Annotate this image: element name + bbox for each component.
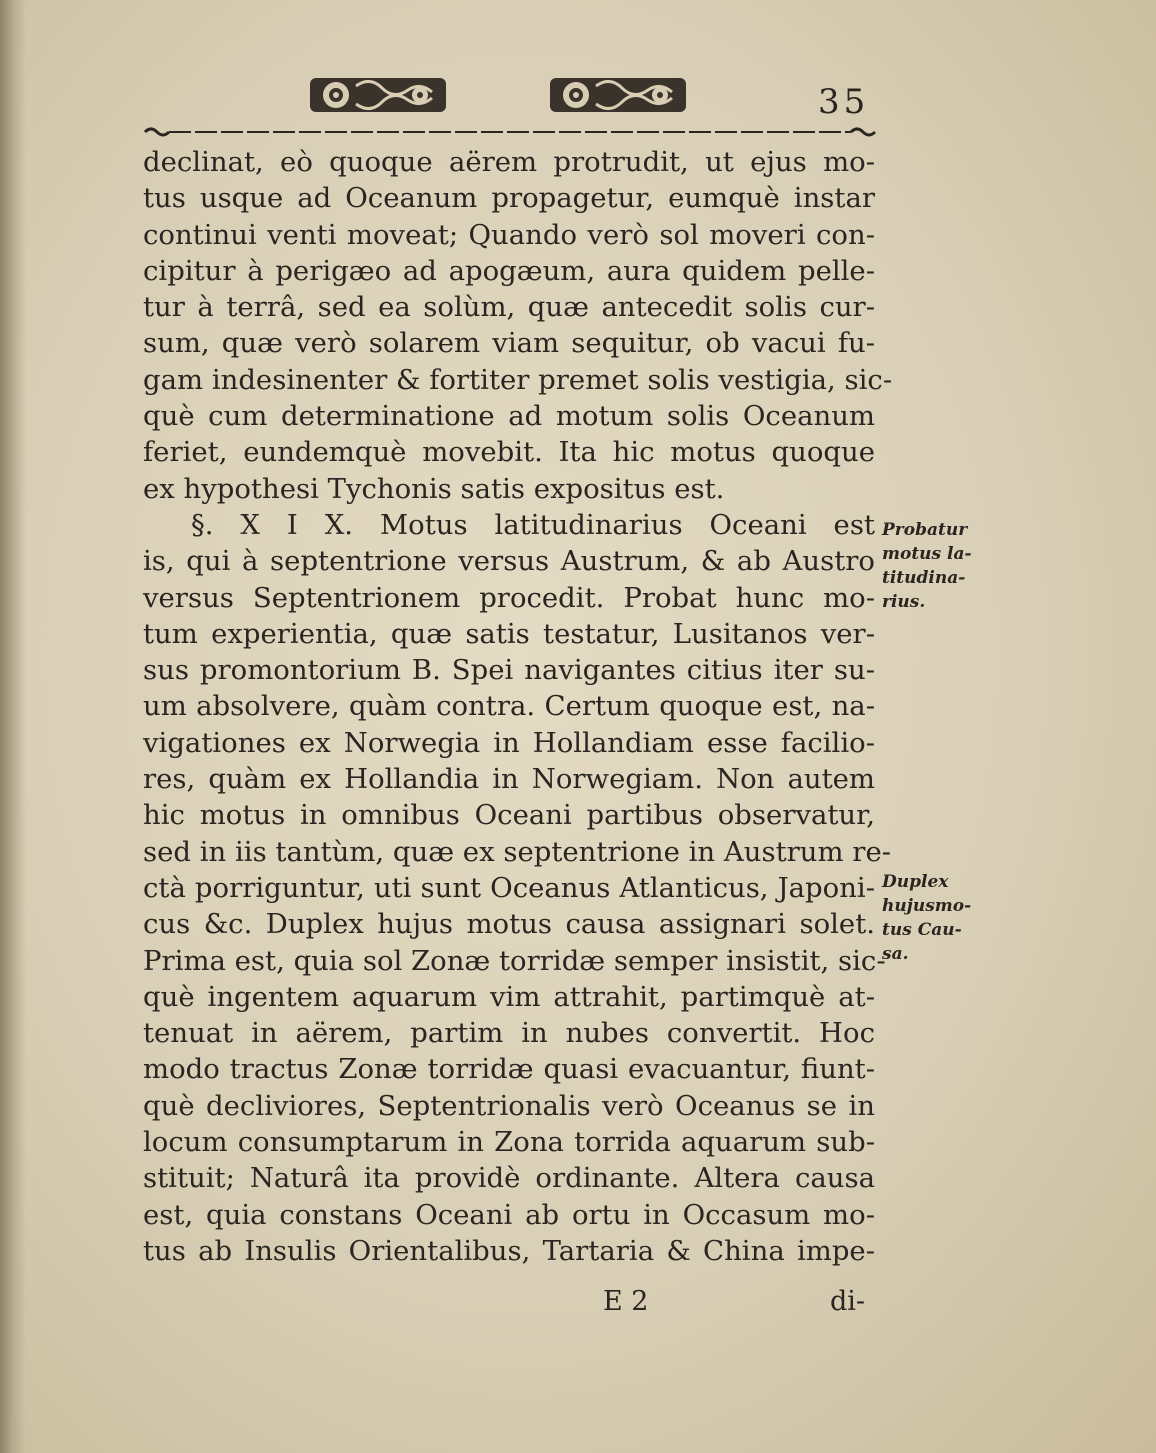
- text-line: tus usque ad Oceanum propagetur, eumquè instar: [143, 182, 875, 215]
- marginal-line: motus la-: [882, 544, 972, 564]
- text-line: ex hypothesi Tychonis satis expositus est.: [143, 472, 725, 505]
- page-number: 35: [818, 82, 870, 122]
- text-line: locum consumptarum in Zona torrida aquarum sub-: [143, 1126, 875, 1159]
- text-line: sus promontorium B. Spei navigantes citius iter su-: [143, 654, 875, 687]
- header-rule: [143, 124, 877, 140]
- signature-mark: E 2: [603, 1286, 649, 1317]
- text-line: tus ab Insulis Orientalibus, Tartaria & China impe-: [143, 1234, 875, 1267]
- marginal-line: rius.: [882, 592, 926, 612]
- text-line: vigationes ex Norwegia in Hollandiam esse facilio-: [143, 726, 875, 759]
- text-line: ctà porriguntur, uti sunt Oceanus Atlanticus, Japoni-: [143, 871, 875, 904]
- text-line: què decliviores, Septentrionalis verò Oceanus se in: [143, 1089, 875, 1122]
- text-line: declinat, eò quoque aërem protrudit, ut ejus mo-: [143, 146, 875, 178]
- left-floral-ornament: [308, 68, 448, 122]
- marginal-line: titudina-: [882, 568, 966, 588]
- marginal-note-duplex: [882, 870, 992, 966]
- text-line: tur à terrâ, sed ea solùm, quæ antecedit solis cur-: [143, 291, 875, 324]
- text-line: tum experientia, quæ satis testatur, Lusitanos ver-: [143, 617, 875, 650]
- footer-row: [143, 1286, 875, 1326]
- marginal-line: Duplex: [882, 872, 949, 892]
- right-floral-ornament: [548, 68, 688, 122]
- text-line: Prima est, quia sol Zonæ torridæ semper insistit, sic-: [143, 944, 886, 977]
- main-text-block: [143, 144, 893, 1269]
- marginal-note-probatur: [882, 518, 992, 614]
- text-line: gam indesinenter & fortiter premet solis vestigia, sic-: [143, 363, 893, 396]
- text-line: um absolvere, quàm contra. Certum quoque est, na-: [143, 690, 875, 723]
- marginal-line: sa.: [882, 944, 909, 964]
- section-heading-line: §. X I X. Motus latitudinarius Oceani est: [191, 508, 875, 541]
- text-line: què cum determinatione ad motum solis Oceanum: [143, 400, 875, 433]
- text-line: feriet, eundemquè movebit. Ita hic motus quoque: [143, 436, 875, 469]
- text-line: stituit; Naturâ ita providè ordinante. Altera causa: [143, 1162, 875, 1195]
- text-line: sed in iis tantùm, quæ ex septentrione in Austrum re-: [143, 835, 892, 868]
- text-line: est, quia constans Oceani ab ortu in Occasum mo-: [143, 1198, 875, 1231]
- text-line: cus &c. Duplex hujus motus causa assignari solet.: [143, 908, 875, 941]
- marginal-line: tus Cau-: [882, 920, 962, 940]
- text-line: res, quàm ex Hollandia in Norwegiam. Non autem: [143, 763, 875, 796]
- text-line: versus Septentrionem procedit. Probat hunc mo-: [143, 581, 875, 614]
- text-line: is, qui à septentrione versus Austrum, & ab Austro: [143, 545, 875, 578]
- catchword: di-: [829, 1286, 865, 1317]
- text-line: continui venti moveat; Quando verò sol moveri con-: [143, 218, 875, 251]
- marginal-line: hujusmo-: [882, 896, 972, 916]
- binding-shadow: [0, 0, 26, 1453]
- text-line: cipitur à perigæo ad apogæum, aura quidem pelle-: [143, 254, 875, 287]
- text-line: sum, quæ verò solarem viam sequitur, ob vacui fu-: [143, 327, 875, 360]
- text-line: modo tractus Zonæ torridæ quasi evacuantur, fiunt-: [143, 1053, 875, 1086]
- text-line: hic motus in omnibus Oceani partibus observatur,: [143, 799, 875, 832]
- text-line: tenuat in aërem, partim in nubes convertit. Hoc: [143, 1017, 875, 1050]
- marginal-line: Probatur: [882, 520, 968, 540]
- text-line: què ingentem aquarum vim attrahit, partimquè at-: [143, 980, 875, 1013]
